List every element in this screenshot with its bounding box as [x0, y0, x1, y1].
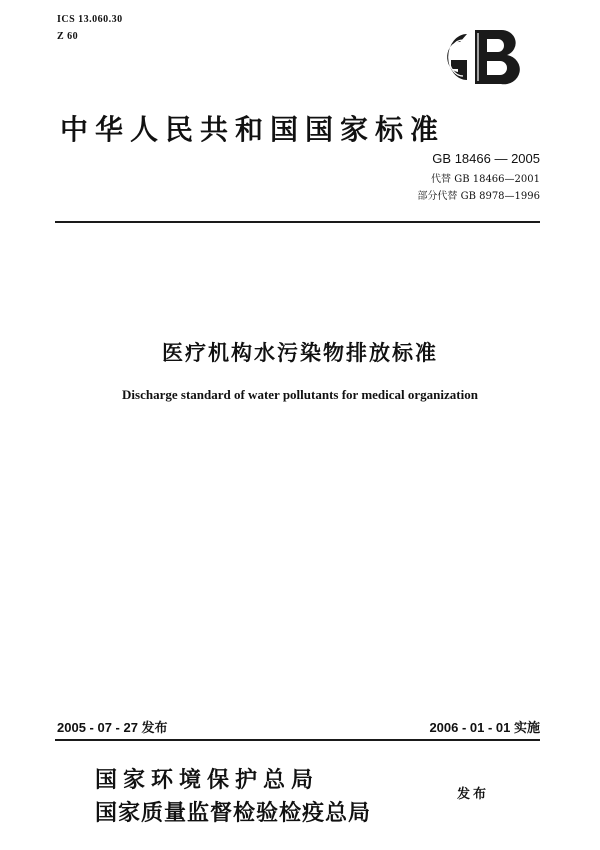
ics-code: ICS 13.060.30	[57, 14, 123, 25]
issue-date: 2005 - 07 - 27 发布	[57, 720, 168, 735]
gb-logo-icon	[447, 30, 520, 84]
partially-replaces-standard: 部分代替 GB 8978—1996	[417, 191, 540, 202]
gb-logo	[415, 22, 528, 94]
publish-label: 发布	[457, 787, 490, 802]
standard-title-chinese: 医疗机构水污染物排放标准	[162, 341, 438, 365]
header-divider	[55, 221, 540, 223]
national-standard-title: 中华人民共和国国家标准	[60, 113, 446, 146]
replaces-standard: 代替 GB 18466—2001	[431, 174, 540, 185]
classification-code: Z 60	[57, 31, 79, 42]
footer-divider	[55, 739, 540, 741]
issuing-organization-1: 国家环境保护总局	[95, 768, 320, 793]
issuing-organization-2: 国家质量监督检验检疫总局	[95, 801, 372, 826]
standard-number: GB 18466 — 2005	[432, 151, 540, 166]
standard-title-english: Discharge standard of water pollutants for medical organization	[122, 387, 478, 402]
implementation-date: 2006 - 01 - 01 实施	[429, 720, 540, 735]
